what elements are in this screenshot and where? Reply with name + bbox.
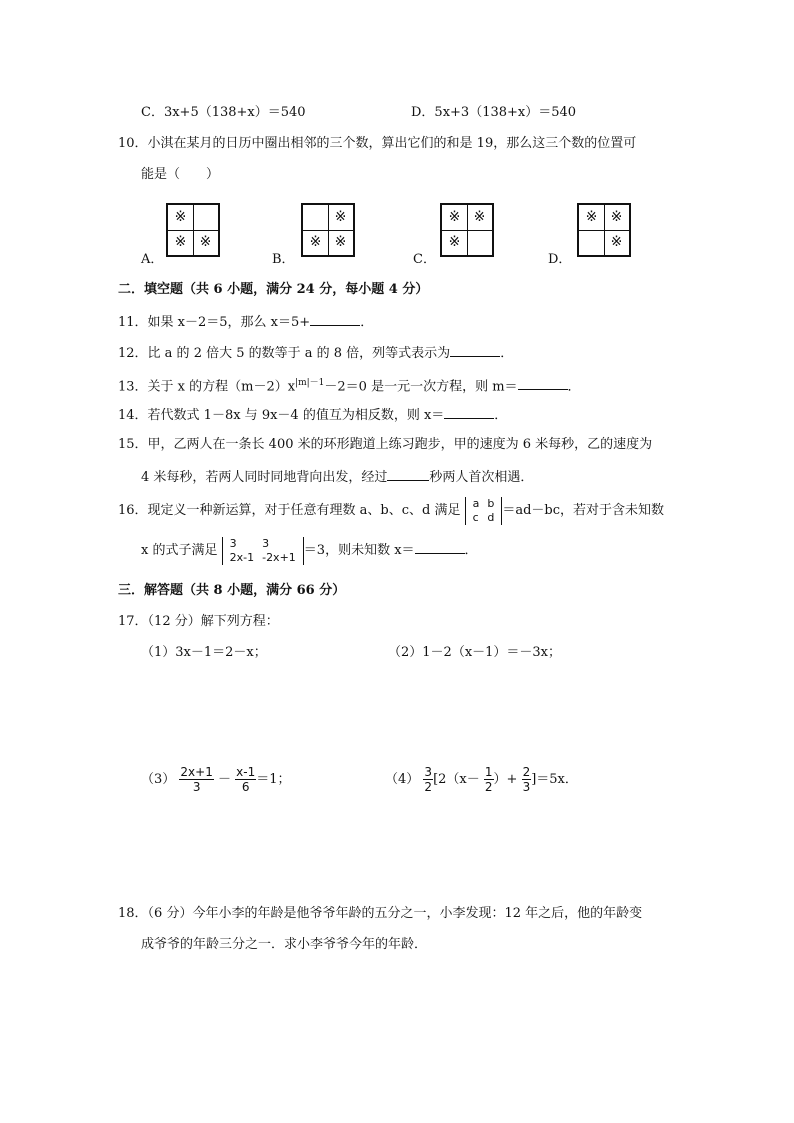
numerator: 3 (424, 765, 433, 779)
grid-cell: ※ (610, 209, 623, 225)
q15-text: 4 米每秒，若两人同时同地背向出发，经过 (141, 470, 388, 485)
det-entry: 3 (229, 536, 237, 550)
q15-line2 (141, 468, 533, 486)
answer-blank (310, 313, 360, 326)
grid-cell (579, 230, 604, 255)
q18-line1: 18．（6 分）今年小李的年龄是他爷爷年龄的五分之一，小李发现：12 年之后，他的年龄变 (118, 906, 643, 921)
q10-line2: 能是（ ） (141, 167, 220, 182)
q18-line2: 成爷爷的年龄三分之一．求小李爷爷今年的年龄． (141, 937, 428, 952)
grid-cell: ※ (448, 209, 461, 225)
q12 (118, 344, 513, 362)
numerator: 2x+1 (180, 765, 213, 779)
q17-part4 (385, 763, 578, 797)
q12-text: 12．比 a 的 2 倍大 5 的数等于 a 的 8 倍，列等式表示为 (118, 346, 451, 361)
q16-line2 (141, 534, 478, 568)
denominator: 2 (484, 780, 493, 794)
equation-text: ）+ (493, 772, 518, 787)
det-entry: -2x+1 (262, 550, 296, 564)
part-label: （3） (141, 772, 176, 787)
q11-end: ． (360, 315, 374, 330)
q16-line1 (118, 494, 664, 528)
answer-blank (518, 377, 568, 390)
numerator: x-1 (236, 765, 256, 779)
answer-blank (444, 406, 494, 419)
det-entry: c (472, 510, 479, 524)
numerator: 2 (522, 765, 531, 779)
option-c: C．3x+5（138+x）＝540 (141, 105, 306, 120)
q14-end: ． (494, 408, 508, 423)
det-entry: b (487, 496, 495, 510)
answer-blank (415, 541, 465, 554)
det-entry: d (487, 510, 495, 524)
q16-text-2: ＝ad－bc，若对于含未知数 (502, 503, 665, 518)
q13-exponent: |m|－1 (295, 378, 325, 388)
fraction (423, 765, 433, 794)
equation-text: [2（x－ (433, 772, 480, 787)
q11-text: 11．如果 x－2＝5，那么 x＝5+ (118, 315, 311, 330)
q10-option-c-label: C． (413, 252, 436, 267)
q10-option-d-label: D． (548, 252, 572, 267)
denominator: 2 (424, 780, 433, 794)
q15-end: 秒两人首次相遇． (429, 470, 534, 485)
q16-text: 16．现定义一种新运算，对于任意有理数 a、b、c、d 满足 (118, 503, 461, 518)
section-3-title: 三．解答题（共 8 小题，满分 66 分） (118, 583, 346, 598)
q14 (118, 406, 507, 424)
grid-cell (467, 230, 492, 255)
q17-title: 17．（12 分）解下列方程： (118, 614, 279, 629)
section-2-title: 二．填空题（共 6 小题，满分 24 分，每小题 4 分） (118, 282, 429, 297)
fraction (179, 765, 213, 794)
grid-cell (193, 205, 218, 230)
grid-cell: ※ (334, 209, 347, 225)
fraction (522, 765, 532, 794)
q10-option-d-grid (577, 203, 631, 257)
det-entry: 2x-1 (229, 550, 255, 564)
grid-cell: ※ (585, 209, 598, 225)
q16-text-4: ＝3，则未知数 x＝ (303, 543, 415, 558)
grid-cell: ※ (174, 234, 187, 250)
q11 (118, 313, 373, 331)
q10-option-c-grid (440, 203, 494, 257)
numerator: 1 (484, 765, 493, 779)
q13-text: 13．关于 x 的方程（m－2）x (118, 379, 296, 395)
denominator: 3 (192, 780, 201, 794)
grid-cell: ※ (610, 234, 623, 250)
denominator: 6 (241, 780, 250, 794)
q10-option-a-grid (166, 203, 220, 257)
q10-option-a-label: A． (141, 252, 164, 267)
q10-line1: 10．小淇在某月的日历中圈出相邻的三个数，算出它们的和是 19，那么这三个数的位置可 (118, 136, 637, 151)
det-entry: a (472, 496, 480, 510)
answer-blank (387, 468, 429, 481)
q13-end: ． (567, 379, 581, 395)
grid-cell: ※ (174, 209, 187, 225)
fraction (484, 765, 494, 794)
q16-end: ． (464, 543, 478, 558)
q15-line1: 15．甲，乙两人在一条长 400 米的环形跑道上练习跑步，甲的速度为 6 米每秒，乙的速度为 (118, 437, 653, 452)
part-label: （4） (385, 772, 420, 787)
q17-part1: （1）3x－1＝2－x； (141, 645, 267, 660)
minus-sign: － (218, 772, 232, 787)
q10-option-b-label: B． (272, 252, 295, 267)
fraction (235, 765, 256, 794)
grid-cell: ※ (334, 234, 347, 250)
q13-text-2: －2＝0 是一元一次方程，则 m＝ (324, 379, 518, 395)
option-d: D．5x+3（138+x）＝540 (411, 105, 577, 120)
answer-blank (450, 344, 500, 357)
grid-cell: ※ (448, 234, 461, 250)
determinant-abcd (465, 497, 503, 525)
q17-part3 (141, 763, 291, 797)
q12-end: ． (500, 346, 514, 361)
determinant-expression (222, 537, 304, 565)
q17-part2: （2）1－2（x－1）＝－3x； (388, 645, 562, 660)
grid-cell: ※ (309, 234, 322, 250)
q16-text-3: x 的式子满足 (141, 543, 218, 558)
equation-tail: ]＝5x． (531, 772, 578, 787)
grid-cell (303, 205, 328, 230)
q14-text: 14．若代数式 1－8x 与 9x－4 的值互为相反数，则 x＝ (118, 408, 445, 423)
equation-tail: ＝1； (256, 772, 291, 787)
q10-option-b-grid (301, 203, 355, 257)
grid-cell: ※ (199, 234, 212, 250)
det-entry: 3 (262, 536, 270, 550)
grid-cell: ※ (473, 209, 486, 225)
q13 (118, 375, 581, 395)
denominator: 3 (522, 780, 531, 794)
